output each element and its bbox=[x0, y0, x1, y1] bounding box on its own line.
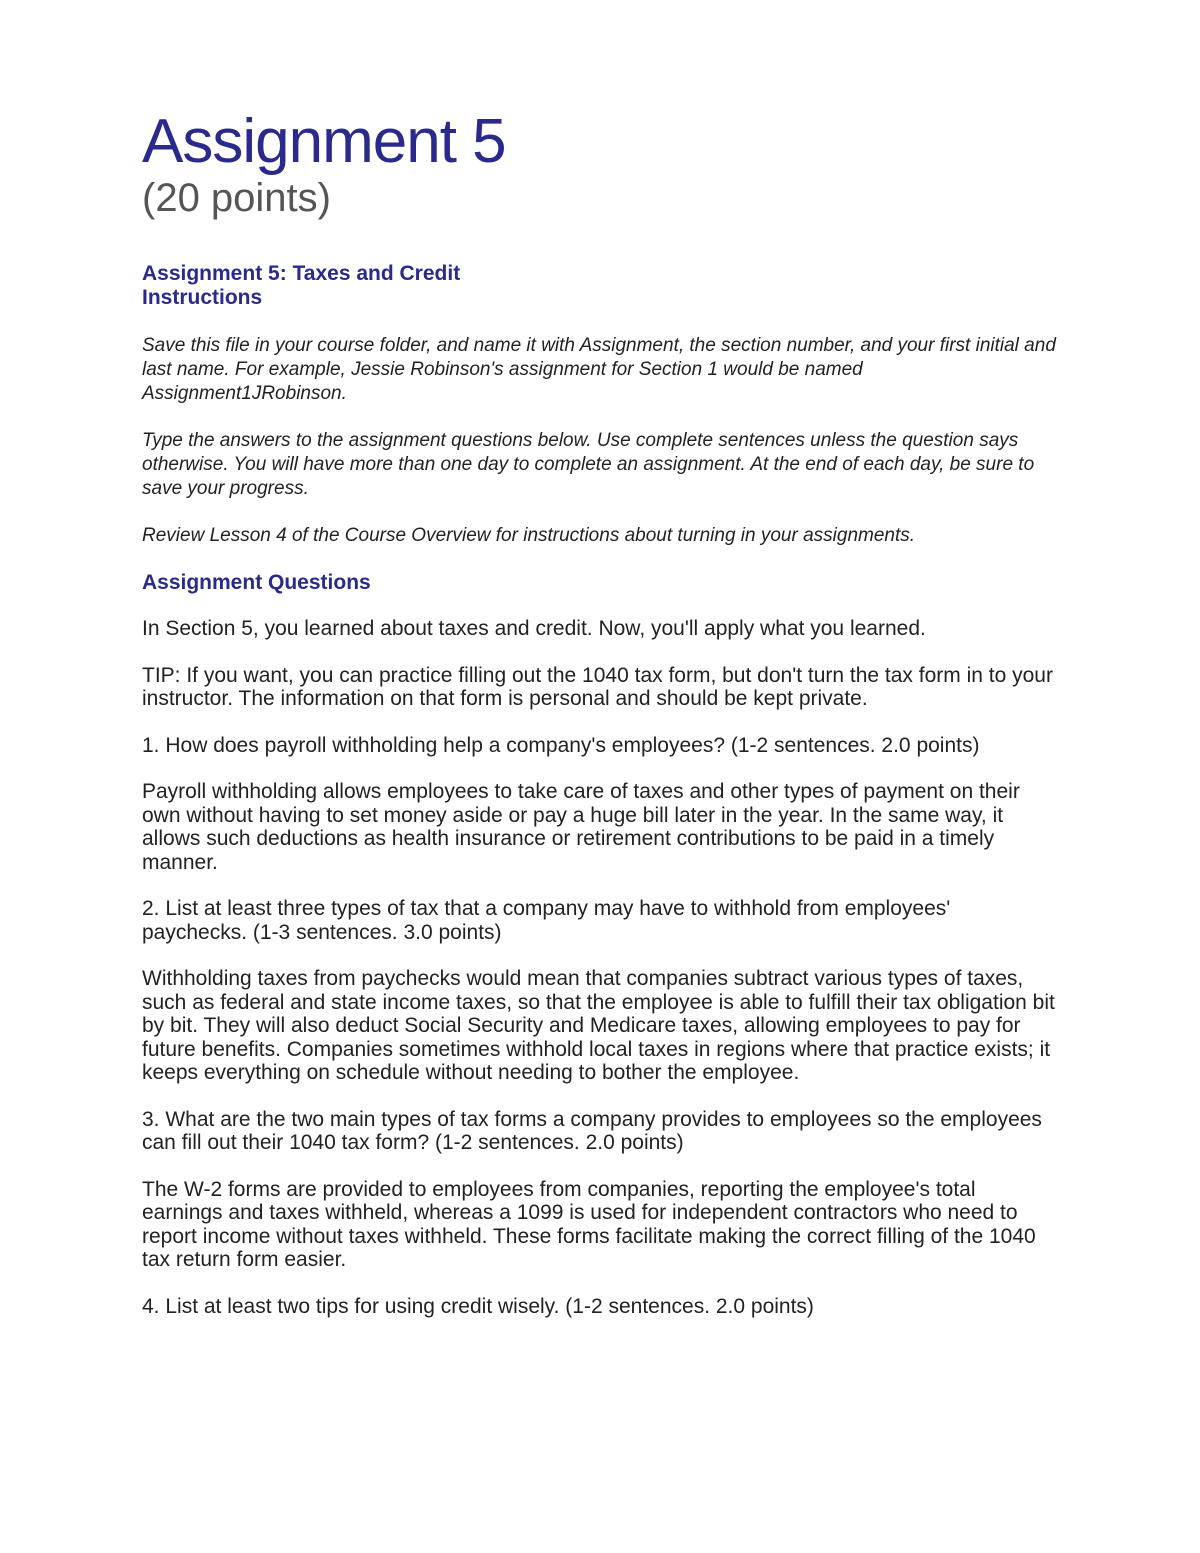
answer-2: Withholding taxes from paychecks would mean that companies subtract various types of taxes, such as federal and state income taxes, so that the employee is able to fulfill their tax obligation bit by bit. They will also deduct Social Security and Medicare taxes, allowing employees to pay for future benefits. Companies sometimes withhold local taxes in regions where that practice exists; it keeps everything on schedule without needing to bother the employee. bbox=[142, 967, 1055, 1084]
question-3: 3. What are the two main types of tax forms a company provides to employees so the employees can fill out their 1040 tax form? (1-2 sentences. 2.0 points) bbox=[142, 1107, 1042, 1154]
question-1: 1. How does payroll withholding help a company's employees? (1-2 sentences. 2.0 points) bbox=[142, 733, 980, 757]
document-title: Assignment 5 bbox=[142, 107, 506, 176]
assignment-heading-title: Assignment 5: Taxes and Credit bbox=[142, 262, 461, 285]
question-4: 4. List at least two tips for using credit wisely. (1-2 sentences. 2.0 points) bbox=[142, 1294, 814, 1318]
answer-1: Payroll withholding allows employees to take care of taxes and other types of payment on their own without having to set money aside or pay a huge bill later in the year. In the same way, it allows such deductions as health insurance or retirement contributions to be paid in a timely manner. bbox=[142, 780, 1020, 874]
question-2: 2. List at least three types of tax that a company may have to withhold from employees' paychecks. (1-3 sentences. 3.0 points) bbox=[142, 897, 951, 944]
assignment-heading bbox=[142, 262, 1057, 310]
tip-paragraph: TIP: If you want, you can practice filling out the 1040 tax form, but don't turn the tax form in to your instructor. The information on that form is personal and should be kept private. bbox=[142, 663, 1053, 710]
document-page bbox=[142, 108, 1057, 1341]
points-subtitle: (20 points) bbox=[142, 176, 331, 220]
intro-paragraph: In Section 5, you learned about taxes and credit. Now, you'll apply what you learned. bbox=[142, 617, 926, 640]
assignment-questions-heading: Assignment Questions bbox=[142, 571, 371, 594]
answer-3: The W-2 forms are provided to employees from companies, reporting the employee's total earnings and taxes withheld, whereas a 1099 is used for independent contractors who need to report income without taxes withheld. These forms facilitate making the correct filling of the 1040 tax return form easier. bbox=[142, 1177, 1036, 1271]
instructions-heading: Instructions bbox=[142, 286, 263, 309]
instruction-save-file: Save this file in your course folder, and name it with Assignment, the section number, and your first initial and last name. For example, Jessie Robinson's assignment for Section 1 would be named Assignment1JRobinson. bbox=[142, 335, 1056, 404]
instruction-review-lesson: Review Lesson 4 of the Course Overview for instructions about turning in your assignments. bbox=[142, 525, 916, 546]
instruction-type-answers: Type the answers to the assignment questions below. Use complete sentences unless the question says otherwise. You will have more than one day to complete an assignment. At the end of each day, be sure to save your progress. bbox=[142, 430, 1035, 499]
